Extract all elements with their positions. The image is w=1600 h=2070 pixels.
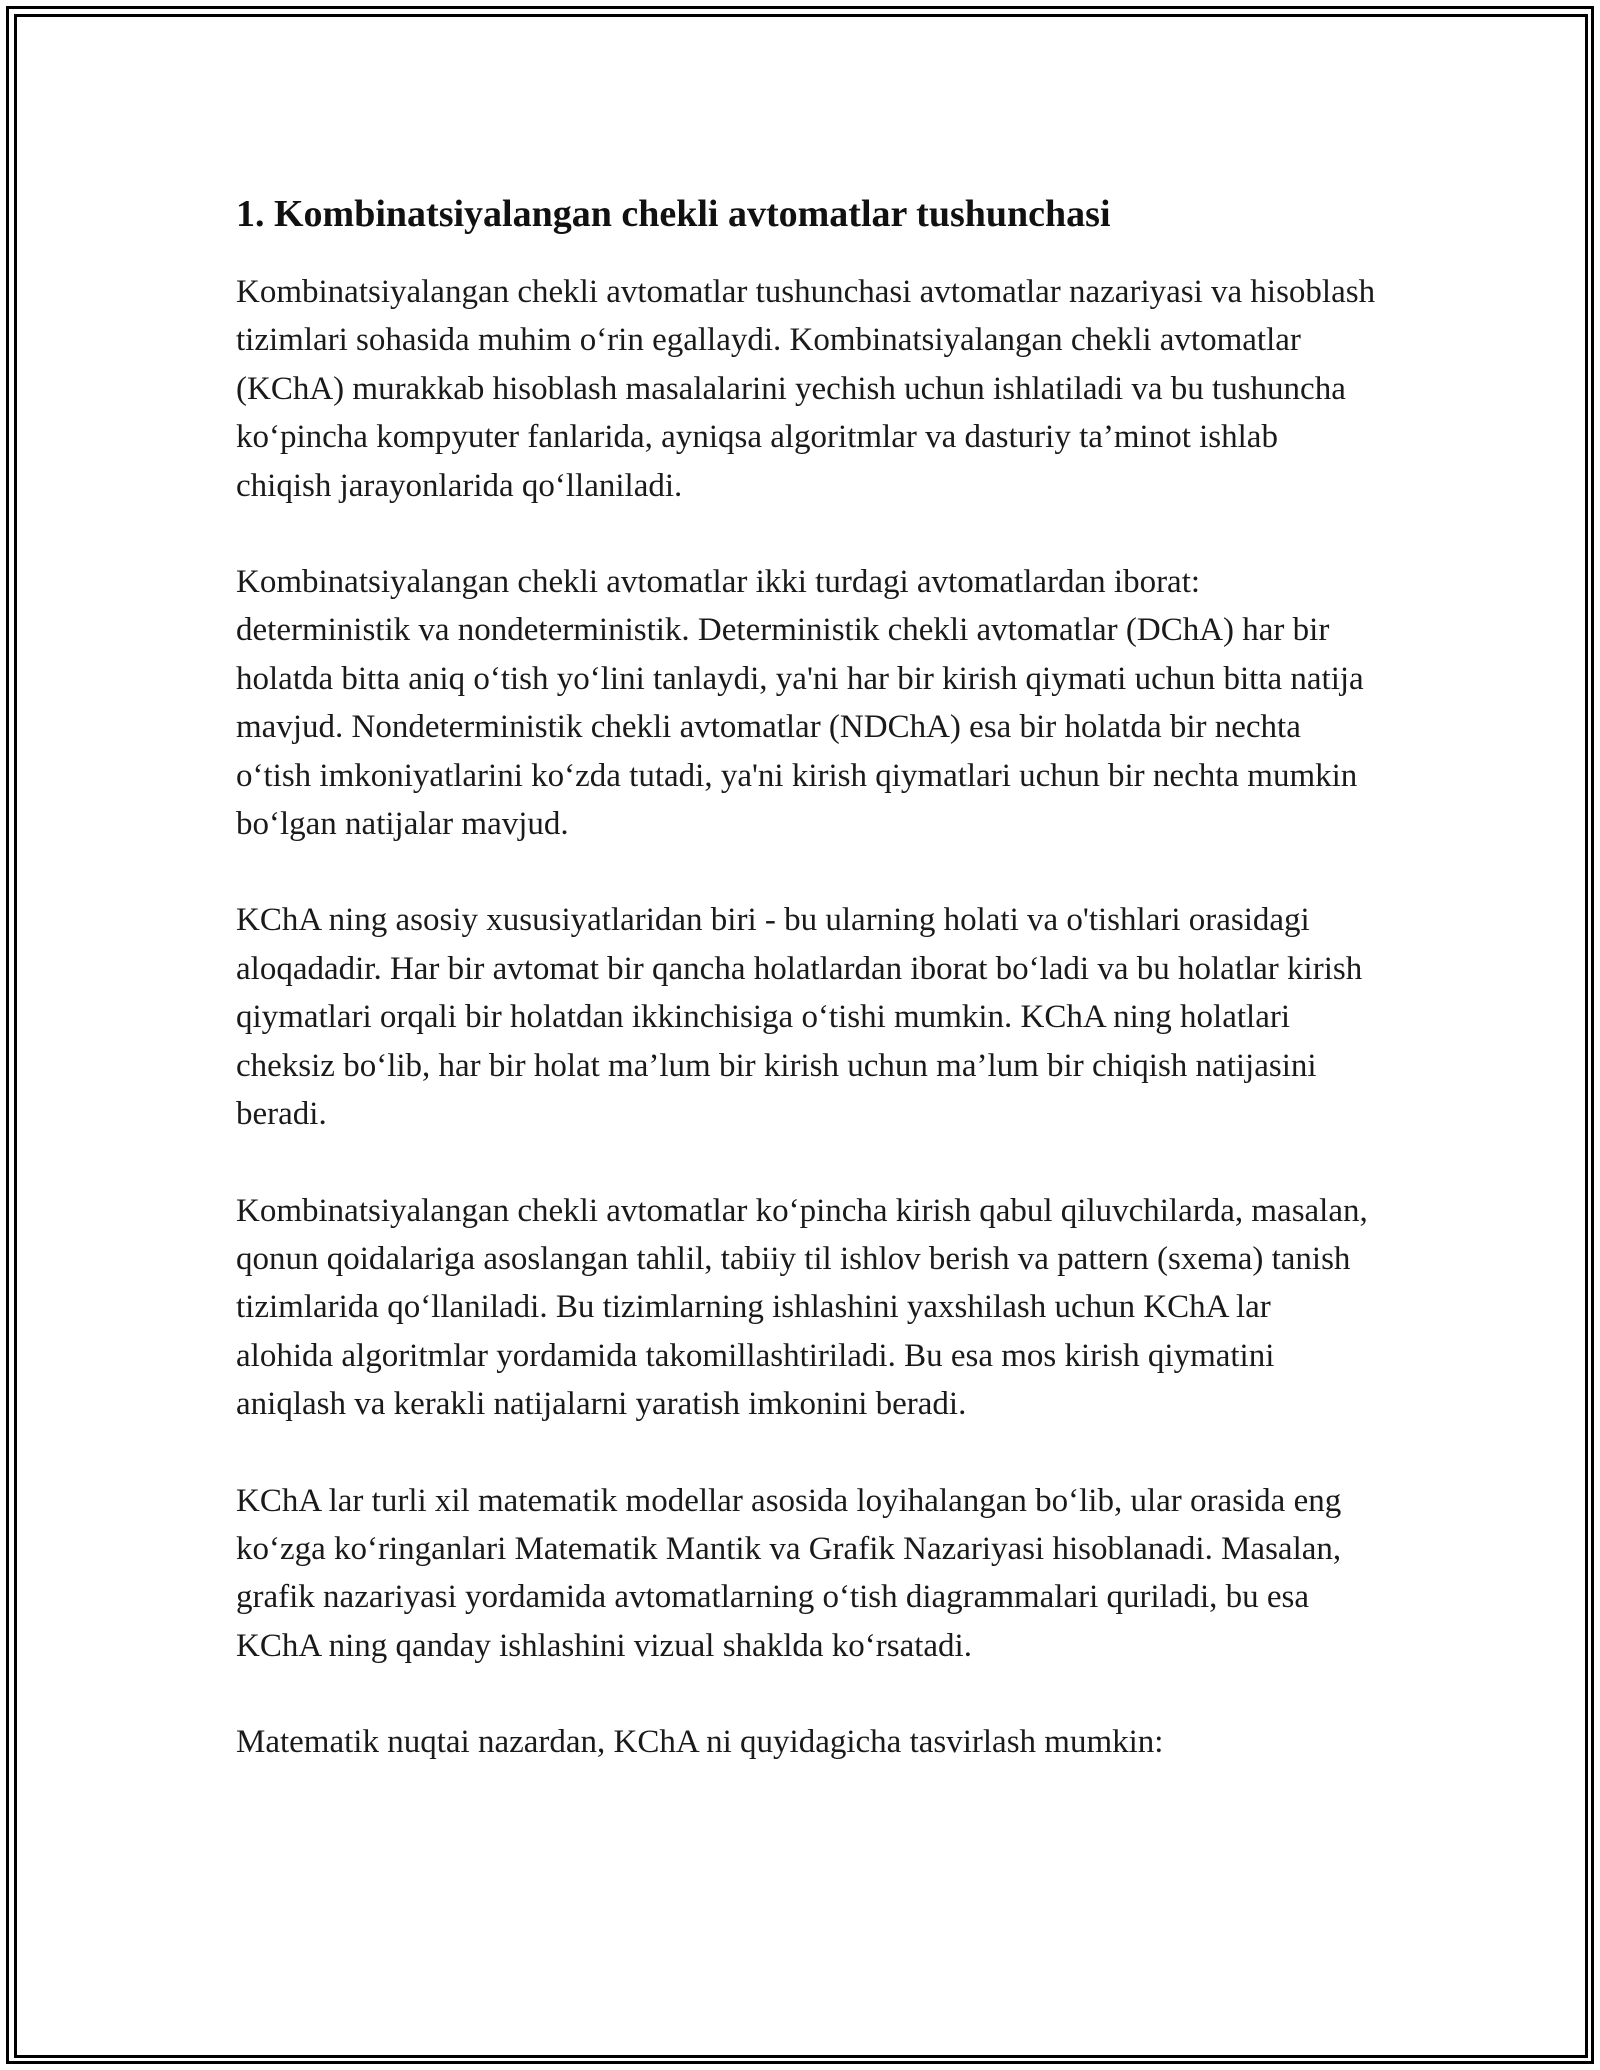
paragraph-6: Matematik nuqtai nazardan, KChA ni quyidagicha tasvirlash mumkin: (236, 1724, 1164, 1761)
paragraph-3: KChA ning asosiy xususiyatlaridan biri - bu ularning holati va o'tishlari orasidagi aloqadadir. Har bir avtomat bir qancha holatlardan iborat bo‘ladi va bu holatlar kirish qiymatlari orqali bir holatdan ikkinchisiga o‘tishi mumkin. KChA ning holatlari cheksiz bo‘lib, har bir holat ma’lum bir kirish uchun ma’lum bir chiqish natijasini beradi. (236, 902, 1363, 1133)
paragraph-1: Kombinatsiyalangan chekli avtomatlar tushunchasi avtomatlar nazariyasi va hisoblash tizimlari sohasida muhim o‘rin egallaydi. Kombinatsiyalangan chekli avtomatlar (KChA) murakkab hisoblash masalalarini yechish uchun ishlatiladi va bu tushuncha ko‘pincha kompyuter fanlarida, ayniqsa algoritmlar va dasturiy ta’minot ishlab chiqish jarayonlarida qo‘llaniladi. (236, 274, 1376, 504)
paragraph-2: Kombinatsiyalangan chekli avtomatlar ikki turdagi avtomatlardan iborat: deterministik va nondeterministik. Deterministik chekli avtomatlar (DChA) har bir holatda bitta aniq o‘tish yo‘lini tanlaydi, ya'ni har bir kirish qiymati uchun bitta natija mavjud. Nondeterministik chekli avtomatlar (NDChA) esa bir holatda bir nechta o‘tish imkoniyatlarini ko‘zda tutadi, ya'ni kirish qiymatlari uchun bir nechta mumkin bo‘lgan natijalar mavjud. (236, 564, 1364, 843)
section-heading: 1. Kombinatsiyalangan chekli avtomatlar tushunchasi (236, 193, 1111, 235)
paragraph-4: Kombinatsiyalangan chekli avtomatlar ko‘pincha kirish qabul qiluvchilarda, masalan, qonun qoidalariga asoslangan tahlil, tabiiy til ishlov berish va pattern (sxema) tanish tizimlarida qo‘llaniladi. Bu tizimlarning ishlashini yaxshilash uchun KChA lar alohida algoritmlar yordamida takomillashtiriladi. Bu esa mos kirish qiymatini aniqlash va kerakli natijalarni yaratish imkonini beradi. (236, 1192, 1368, 1423)
paragraph-5: KChA lar turli xil matematik modellar asosida loyihalangan bo‘lib, ular orasida eng ko‘zga ko‘ringanlari Matematik Mantik va Grafik Nazariyasi hisoblanadi. Masalan, grafik nazariyasi yordamida avtomatlarning o‘tish diagrammalari quriladi, bu esa KChA ning qanday ishlashini vizual shaklda ko‘rsatadi. (236, 1482, 1342, 1664)
document-body (236, 186, 1376, 1815)
